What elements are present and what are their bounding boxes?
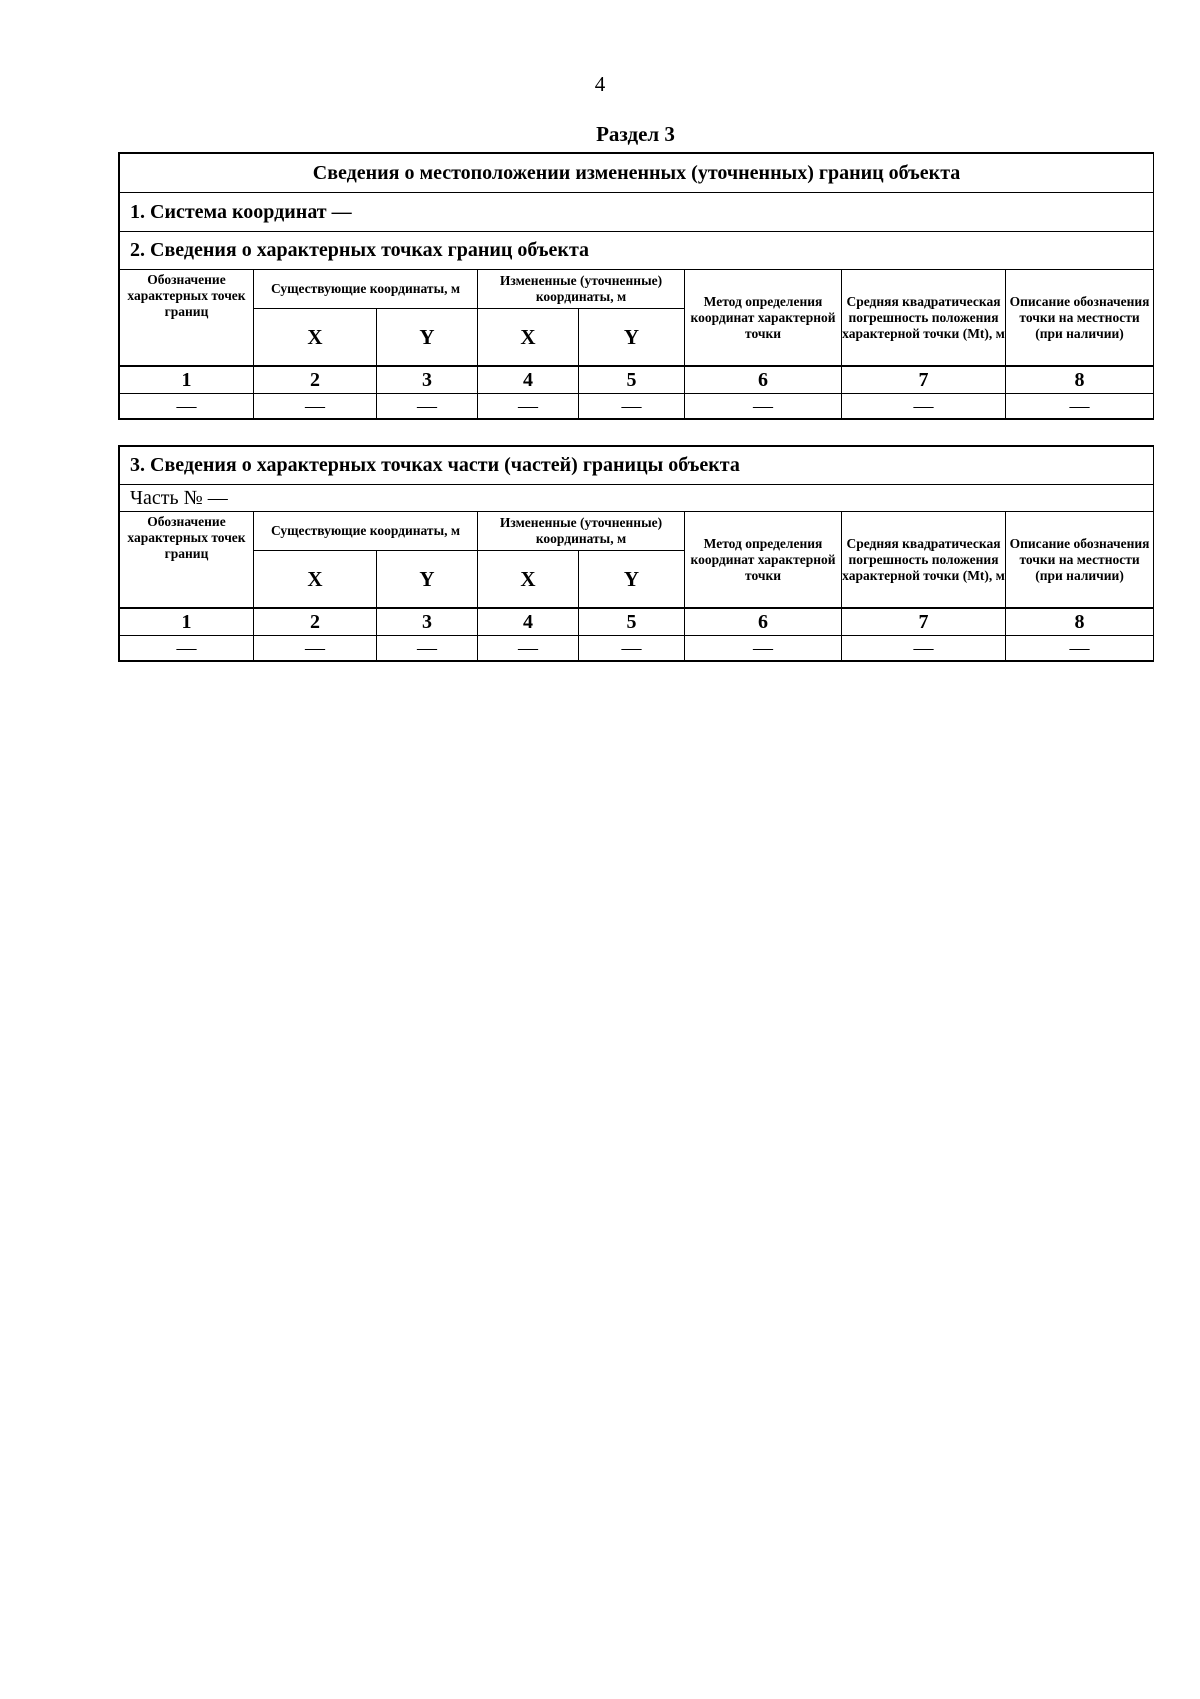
column-number: 6 [685, 366, 842, 394]
header-y-existing: Y [377, 551, 478, 609]
section3-title: 3. Сведения о характерных точках части (частей) границы объекта [120, 447, 1154, 485]
header-x-existing: X [254, 309, 377, 367]
column-number-row [120, 366, 1154, 394]
column-number: 1 [120, 366, 254, 394]
table-cell: — [478, 394, 579, 419]
table-title: Сведения о местоположении измененных (уточненных) границ объекта [120, 154, 1154, 193]
header-changed-coords: Измененные (уточненные) координаты, м [478, 270, 685, 309]
table-cell: — [579, 394, 685, 419]
column-number: 8 [1006, 366, 1154, 394]
table-cell: — [377, 394, 478, 419]
column-number: 8 [1006, 608, 1154, 636]
table-cell: — [254, 394, 377, 419]
header-designation: Обозначение характерных точек границ [120, 512, 254, 609]
column-number: 7 [842, 608, 1006, 636]
table-cell: — [842, 394, 1006, 419]
header-x-changed: X [478, 309, 579, 367]
column-number: 6 [685, 608, 842, 636]
table-row [120, 636, 1154, 661]
column-number: 4 [478, 608, 579, 636]
column-number: 4 [478, 366, 579, 394]
header-error: Средняя квадратическая погрешность положения характерной точки (Mt), м [842, 270, 1006, 367]
table-cell: — [685, 636, 842, 661]
boundary-info-table [118, 152, 1154, 420]
column-number: 7 [842, 366, 1006, 394]
header-error: Средняя квадратическая погрешность положения характерной точки (Mt), м [842, 512, 1006, 609]
header-y-changed: Y [579, 551, 685, 609]
header-x-existing: X [254, 551, 377, 609]
table-cell: — [120, 394, 254, 419]
table-main [119, 153, 1154, 419]
table-cell: — [1006, 394, 1154, 419]
part-boundary-table [118, 445, 1154, 662]
header-description: Описание обозначения точки на местности (при наличии) [1006, 270, 1154, 367]
column-number: 3 [377, 608, 478, 636]
coord-system: 1. Система координат — [120, 193, 1154, 232]
header-description: Описание обозначения точки на местности (при наличии) [1006, 512, 1154, 609]
table-cell: — [685, 394, 842, 419]
table-cell: — [254, 636, 377, 661]
header-y-changed: Y [579, 309, 685, 367]
column-number: 5 [579, 366, 685, 394]
header-existing-coords: Существующие координаты, м [254, 512, 478, 551]
header-method: Метод определения координат характерной точки [685, 512, 842, 609]
column-number: 1 [120, 608, 254, 636]
header-existing-coords: Существующие координаты, м [254, 270, 478, 309]
table-part [119, 446, 1154, 661]
header-x-changed: X [478, 551, 579, 609]
table-cell: — [842, 636, 1006, 661]
section-title: Раздел 3 [596, 122, 675, 146]
header-y-existing: Y [377, 309, 478, 367]
header-designation: Обозначение характерных точек границ [120, 270, 254, 367]
table-row [120, 394, 1154, 419]
table-cell: — [1006, 636, 1154, 661]
column-number: 5 [579, 608, 685, 636]
table-cell: — [478, 636, 579, 661]
column-number-row [120, 608, 1154, 636]
header-changed-coords: Измененные (уточненные) координаты, м [478, 512, 685, 551]
header-method: Метод определения координат характерной точки [685, 270, 842, 367]
page-number: 4 [594, 72, 606, 96]
column-number: 2 [254, 366, 377, 394]
column-number: 2 [254, 608, 377, 636]
table-cell: — [120, 636, 254, 661]
part-label: Часть № — [120, 485, 1154, 512]
section2-title: 2. Сведения о характерных точках границ объекта [120, 232, 1154, 270]
table-cell: — [579, 636, 685, 661]
table-cell: — [377, 636, 478, 661]
column-number: 3 [377, 366, 478, 394]
